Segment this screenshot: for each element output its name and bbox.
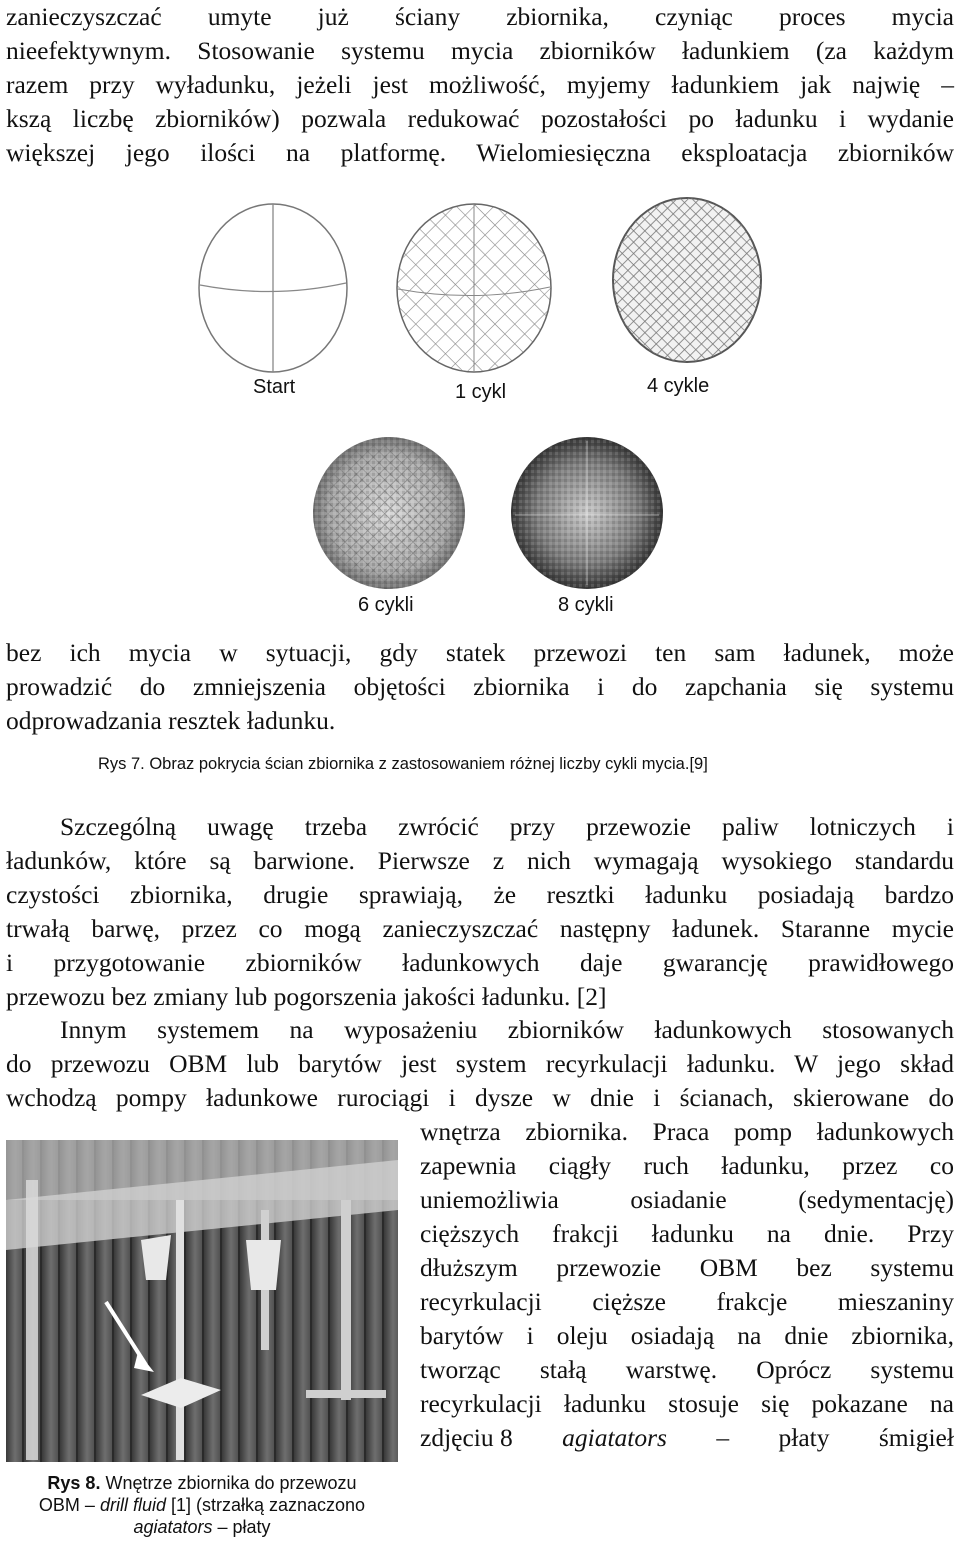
figure-8-caption xyxy=(6,1472,398,1538)
figure-7-caption: Rys 7. Obraz pokrycia ścian zbiornika z zastosowaniem różnej liczby cykli mycia.[9] xyxy=(98,755,708,773)
paragraph-continuation xyxy=(6,636,954,738)
figure-label-4-cykle: 4 cykle xyxy=(647,375,710,397)
text-line: wnętrza zbiornika. Praca pomp ładunkowych xyxy=(420,1117,954,1146)
figure-label-6-cykli: 6 cykli xyxy=(358,594,414,616)
text-line: zapewnia ciągły ruch ładunku, przez co xyxy=(420,1151,954,1180)
text-line: recyrkulacji cięższe frakcje mieszaniny xyxy=(420,1287,954,1316)
text-line: i przygotowanie zbiorników ładunkowych daje gwarancję prawidłowego xyxy=(6,948,954,977)
figure-7-spheres xyxy=(0,185,960,625)
sphere-6-cykli xyxy=(313,437,465,589)
paragraph-aviation-fuels xyxy=(6,810,954,1014)
text-line-last xyxy=(420,1421,954,1455)
text-line: bez ich mycia w sytuacji, gdy statek przewozi ten sam ładunek, może xyxy=(6,638,954,667)
sphere-8-cykli xyxy=(511,437,663,589)
text-line: większej jego ilości na platformę. Wielomiesięczna eksploatacja zbiorników xyxy=(6,138,954,167)
sphere-4-cykle xyxy=(613,198,761,362)
caption-text: OBM – xyxy=(38,1495,100,1515)
paragraph-recirculation xyxy=(6,1013,954,1115)
text-line: prowadzić do zmniejszenia objętości zbiornika i do zapchania się systemu xyxy=(6,672,954,701)
sphere-start xyxy=(199,204,347,372)
caption-italic: agiatators xyxy=(133,1517,213,1537)
text-line: trwałą barwę, przez co mogą zanieczyszczać następny ładunek. Staranne mycie xyxy=(6,914,954,943)
word-italic: agiatators xyxy=(562,1423,667,1452)
figure-label-1-cykl: 1 cykl xyxy=(455,381,507,403)
figure-label-8-cykli: 8 cykli xyxy=(558,594,614,616)
text-line: razem przy wyładunku, jeżeli jest możliwość, myjemy ładunkiem jak najwię – xyxy=(6,70,954,99)
text-line: przewozu bez zmiany lub pogorszenia jakości ładunku. [2] xyxy=(6,982,607,1011)
word: śmigieł xyxy=(878,1423,954,1452)
text-line: nieefektywnym. Stosowanie systemu mycia zbiorników ładunkiem (za każdym xyxy=(6,36,954,65)
text-line: zanieczyszczać umyte już ściany zbiornika, czyniąc proces mycia xyxy=(6,2,954,31)
text-line: tworząc stałą warstwę. Oprócz systemu xyxy=(420,1355,954,1384)
word: płaty xyxy=(778,1423,830,1452)
text-line: dłuższym przewozie OBM bez systemu xyxy=(420,1253,954,1282)
paragraph-intro xyxy=(6,0,954,170)
caption-text: – płaty xyxy=(212,1517,271,1537)
text-line: czystości zbiornika, drugie sprawiają, że resztki ładunku posiadają bardzo xyxy=(6,880,954,909)
word: – xyxy=(716,1423,730,1452)
text-line: do przewozu OBM lub barytów jest system recyrkulacji ładunku. W jego skład xyxy=(6,1049,954,1078)
text-line: Szczególną uwagę trzeba zwrócić przy przewozie paliw lotniczych i xyxy=(60,812,954,841)
text-line: ładunków, które są barwione. Pierwsze z nich wymagają wysokiego standardu xyxy=(6,846,954,875)
text-line: barytów i oleju osiadają na dnie zbiornika, xyxy=(420,1321,954,1350)
figure-label-start: Start xyxy=(253,376,296,398)
caption-text: Wnętrze zbiornika do przewozu xyxy=(100,1473,357,1493)
text-line: uniemożliwia osiadanie (sedymentację) xyxy=(420,1185,954,1214)
caption-italic: drill fluid xyxy=(99,1495,166,1515)
text-line: cięższych frakcji ładunku na dnie. Przy xyxy=(420,1219,954,1248)
text-line: recyrkulacji ładunku stosuje się pokazane na xyxy=(420,1389,954,1418)
photo-drawing xyxy=(6,1140,398,1462)
text-line: kszą liczbę zbiorników) pozwala redukować pozostałości po ładunku i wydanie xyxy=(6,104,954,133)
tank-interior-photo xyxy=(6,1140,398,1462)
text-line: Innym systemem na wyposażeniu zbiorników ładunkowych stosowanych xyxy=(60,1015,954,1044)
word: zdjęciu 8 xyxy=(420,1423,513,1452)
text-line: odprowadzania resztek ładunku. xyxy=(6,706,336,735)
sphere-1-cykl xyxy=(397,204,551,372)
caption-text: [1] (strzałką zaznaczono xyxy=(165,1495,366,1515)
paragraph-agitators xyxy=(420,1115,954,1455)
caption-number: Rys 8. xyxy=(47,1473,101,1493)
text-line: wchodzą pompy ładunkowe rurociągi i dysze w dnie i ścianach, skierowane do xyxy=(6,1083,954,1112)
